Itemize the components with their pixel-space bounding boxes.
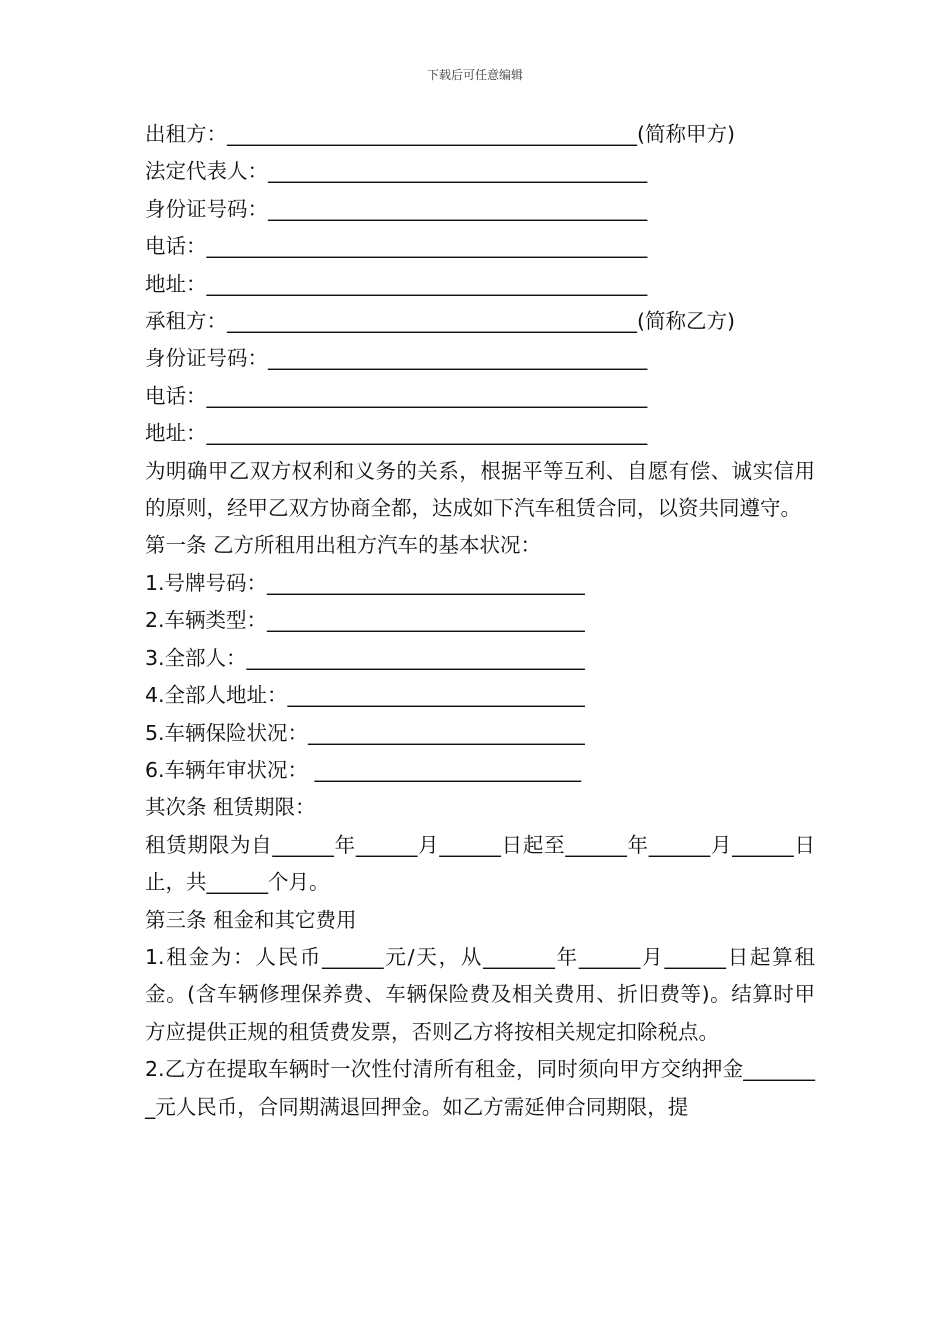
article3-paragraph-2: 2.乙方在提取车辆时一次性付清所有租金，同时须向甲方交纳押金________元人民币，合同期满退回押金。如乙方需延伸合同期限，提 [145, 1057, 815, 1119]
lessor-phone-line: 电话：___________________________________________ [145, 234, 648, 259]
article1-item-plate: 1.号牌号码：_______________________________ [145, 570, 585, 595]
lessee-address-line: 地址：___________________________________________ [145, 421, 648, 446]
lessee-phone-line: 电话：___________________________________________ [145, 383, 648, 408]
intro-paragraph: 为明确甲乙双方权利和义务的关系，根据平等互利、自愿有偿、诚实信用的原则，经甲乙双方协商全都，达成如下汽车租赁合同，以资共同遵守。 [145, 458, 815, 521]
lessee-id-line: 身份证号码：_____________________________________ [145, 346, 648, 371]
article1-item-owner-address: 4.全部人地址：_____________________________ [145, 683, 585, 708]
article1-item-insurance: 5.车辆保险状况：___________________________ [145, 720, 585, 745]
article3-paragraph-1: 1.租金为：人民币______元/天，从_______年______月______日起算租金。(含车辆修理保养费、车辆保险费及相关费用、折旧费等)。结算时甲方应提供正规的租赁费发票，否则乙方将按相关规定扣除税点。 [145, 944, 815, 1044]
lessee-line: 承租方：________________________________________(简称乙方) [145, 309, 735, 334]
article1-item-type: 2.车辆类型：_______________________________ [145, 608, 585, 633]
page-header: 下载后可任意编辑 [426, 68, 523, 82]
article3-title: 第三条 租金和其它费用 [145, 907, 357, 932]
article1-title: 第一条 乙方所租用出租方汽车的基本状况： [145, 533, 542, 558]
article1-item-inspection: 6.车辆年审状况： __________________________ [145, 757, 582, 782]
lessor-id-line: 身份证号码：_____________________________________ [145, 196, 648, 221]
article2-text: 租赁期限为自______年______月______日起至______年______月______日止，共______个月。 [145, 832, 815, 895]
contract-body [145, 116, 815, 1126]
article1-item-owner: 3.全部人：_________________________________ [145, 645, 585, 670]
lessor-address-line: 地址：___________________________________________ [145, 271, 648, 296]
legal-rep-line: 法定代表人：_____________________________________ [145, 159, 648, 184]
lessor-line: 出租方：________________________________________(简称甲方) [145, 122, 735, 146]
article2-title: 其次条 租赁期限： [145, 795, 316, 820]
